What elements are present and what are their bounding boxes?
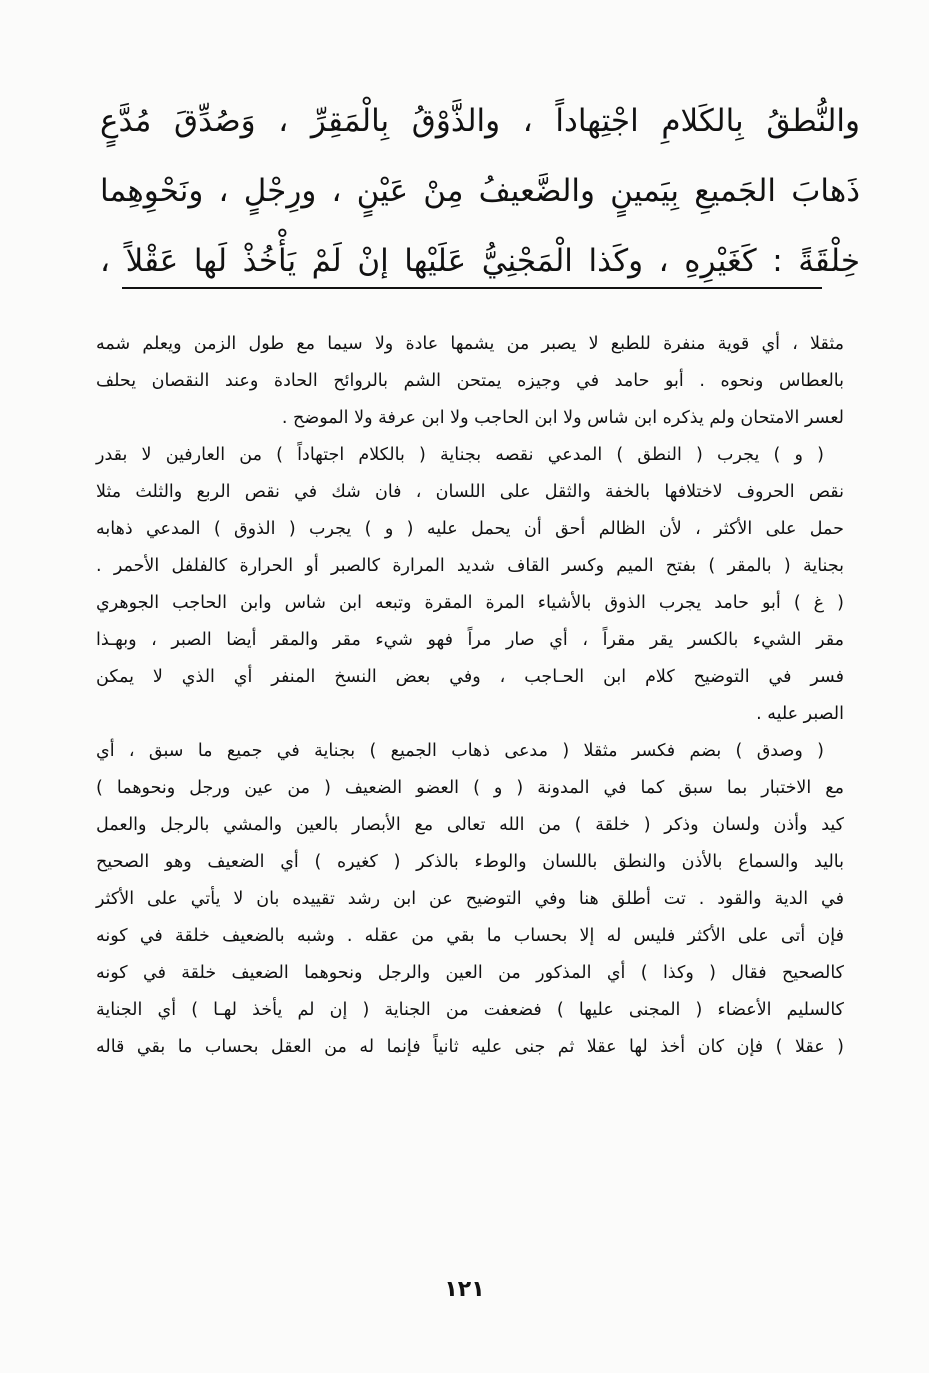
commentary-line: فإن أتى على الأكثر فليس له إلا بحساب ما بقي من عقله . وشبه بالضعيف خلقة في كونه	[96, 926, 844, 946]
commentary-line: كيد وأذن ولسان وذكر ( خلقة ) من الله تعالى مع الأبصار بالعين والمشي بالرجل والعمل	[96, 815, 844, 835]
commentary-text-block	[96, 326, 844, 1066]
commentary-line: مثقلا ، أي قوية منفرة للطبع لا يصبر من يشمها عادة ولا سيما مع طول الزمن ويعلم شمه	[96, 334, 844, 354]
commentary-line: حمل على الأكثر ، لأن الظالم أحق أن يحمل عليه ( و ) يجرب ( الذوق ) المدعي ذهابه	[96, 519, 844, 539]
separator-rule	[122, 287, 822, 289]
commentary-line: بالعطاس ونحوه . أبو حامد في وجيزه يمتحن الشم بالروائح الحادة وعند النقصان يحلف	[96, 371, 844, 391]
commentary-line: لعسر الامتحان ولم يذكره ابن شاس ولا ابن الحاجب ولا ابن عرفة ولا الموضح .	[281, 408, 844, 428]
matn-line: ذَهابَ الجَميعِ بِيَمينٍ والضَّعيفُ مِنْ عَيْنٍ ، ورِجْلٍ ، ونَحْوِهِما	[100, 173, 860, 209]
matn-text-block	[100, 86, 860, 296]
commentary-line: فسر في التوضيح كلام ابن الحـاجب ، وفي بعض النسخ المنفر أي الذي لا يمكن	[96, 667, 844, 687]
commentary-line: ( غ ) أبو حامد يجرب الذوق بالأشياء المرة المقرة وتبعه ابن شاس وابن الحاجب الجوهري	[96, 593, 844, 613]
commentary-line: بجناية ( بالمقر ) بفتح الميم وكسر القاف شديد المرارة كالصبر أو الحرارة كالفلفل الأحمر .	[96, 556, 844, 576]
matn-line: والنُّطقُ بِالكَلامِ اجْتِهاداً ، والذَّوْقُ بِالْمَقِرِّ ، وَصُدِّقَ مُدَّعٍ	[100, 103, 860, 139]
commentary-line: ( و ) يجرب ( النطق ) المدعي نقصه بجناية ( بالكلام اجتهاداً ) من العارفين لا بقدر	[96, 445, 824, 465]
commentary-line: مقر الشيء بالكسر يقر مقراً ، أي صار مراً فهو شيء مقر والمقر أيضا الصبر ، وبهـذا	[96, 630, 844, 650]
matn-line: خِلْقَةً : كَغَيْرِهِ ، وكَذا الْمَجْنِيُّ عَلَيْها إنْ لَمْ يَأْخُذْ لَها عَقْلاً ،	[100, 243, 860, 279]
commentary-line: باليد والسماع بالأذن والنطق باللسان والوطء بالذكر ( كغيره ) أي الضعيف وهو الصحيح	[96, 852, 844, 872]
commentary-line: ( عقلا ) فإن كان أخذ لها عقلا ثم جنى عليه ثانياً فإنما له من العقل بحساب ما بقي قاله	[96, 1037, 844, 1057]
commentary-line: في الدية والقود . تت أطلق هنا وفي التوضيح عن ابن رشد تقييده بان لا يأتي على الأكثر	[96, 889, 844, 909]
commentary-line: كالصحيح فقال ( وكذا ) أي المذكور من العين والرجل ونحوهما الضعيف خلقة في كونه	[96, 963, 844, 983]
page-number: ١٢١	[444, 1277, 485, 1302]
commentary-line: ( وصدق ) بضم فكسر مثقلا ( مدعى ذهاب الجميع ) بجناية في جميع ما سبق ، أي	[96, 741, 824, 761]
commentary-line: نقص الحروف لاختلافها بالخفة والثقل على اللسان ، فان شك في نقص الربع والثلث مثلا	[96, 482, 844, 502]
commentary-line: مع الاختبار بما سبق كما في المدونة ( و ) العضو الضعيف ( من عين ورجل ونحوهما )	[96, 778, 844, 798]
commentary-line: الصبر عليه .	[756, 704, 844, 724]
commentary-line: كالسليم الأعضاء ( المجنى عليها ) فضعفت من الجناية ( إن لم يأخذ لهـا ) أي الجناية	[96, 1000, 844, 1020]
